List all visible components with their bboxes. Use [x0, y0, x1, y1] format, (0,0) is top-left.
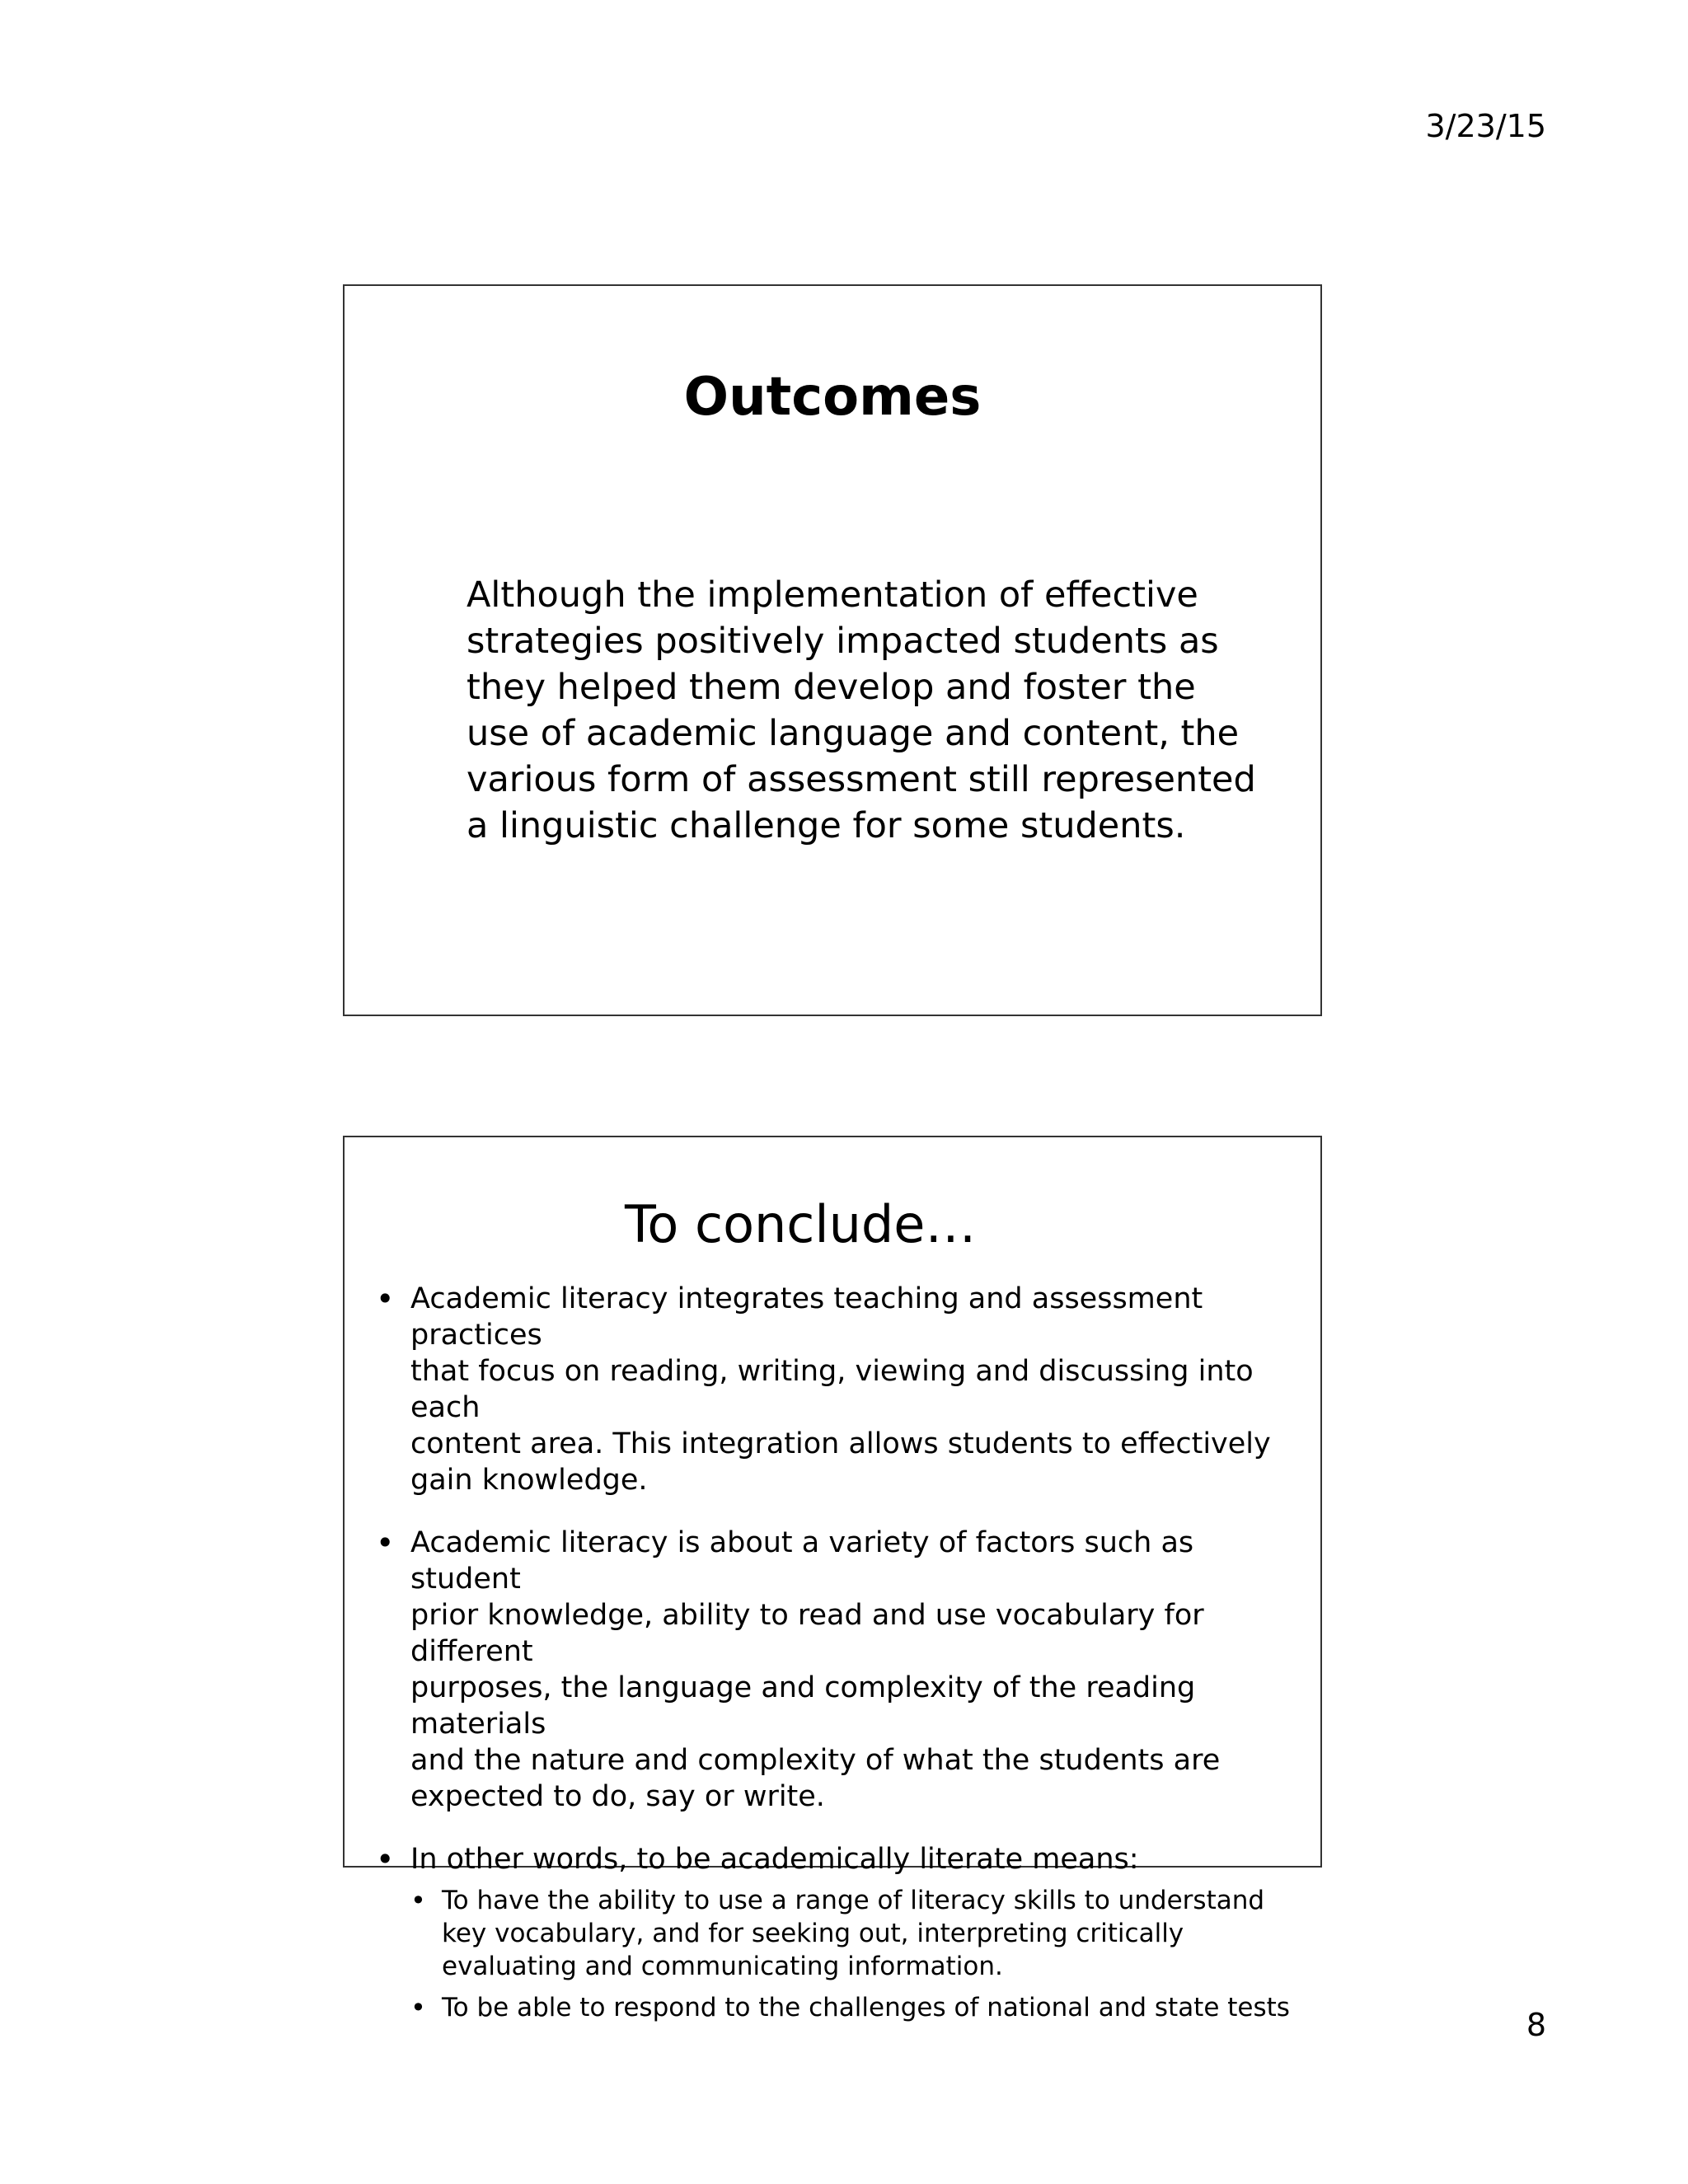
sub-bullet-line: To have the ability to use a range of literacy skills to understand	[442, 1886, 1265, 1915]
page-number: 8	[1526, 2007, 1546, 2043]
bullet-item	[376, 1841, 1307, 2024]
bullet-line: gain knowledge.	[410, 1464, 648, 1497]
body-line: use of academic language and content, the	[467, 713, 1240, 754]
slide-body-text	[467, 572, 1258, 849]
slide-conclusion	[343, 1136, 1322, 2022]
sub-bullet-line: To be able to respond to the challenges of national and state tests	[442, 1993, 1290, 2022]
body-line: Although the implementation of effective	[467, 574, 1198, 616]
bullet-line: Academic literacy is about a variety of factors such as student	[410, 1526, 1194, 1596]
sub-bullet-item	[410, 1884, 1307, 1983]
bullet-line: content area. This integration allows students to effectively	[410, 1427, 1271, 1460]
bullet-line: that focus on reading, writing, viewing and discussing into each	[410, 1355, 1254, 1424]
bullet-list	[376, 1281, 1307, 2032]
sub-bullet-item	[410, 1991, 1307, 2024]
slide-title: To conclude…	[625, 1194, 977, 1254]
bullet-line: purposes, the language and complexity of the reading materials	[410, 1671, 1196, 1741]
bullet-line: expected to do, say or write.	[410, 1780, 825, 1813]
body-line: they helped them develop and foster the	[467, 667, 1196, 708]
bullet-line: and the nature and complexity of what the students are	[410, 1744, 1221, 1777]
bullet-line: Academic literacy integrates teaching and assessment practices	[410, 1282, 1203, 1352]
bullet-item	[376, 1281, 1307, 1498]
slide-outcomes	[343, 284, 1322, 1016]
bullet-line: In other words, to be academically literate means:	[410, 1843, 1139, 1876]
slide-title: Outcomes	[683, 367, 982, 428]
sub-bullet-list	[410, 1884, 1307, 2024]
body-line: a linguistic challenge for some students.	[467, 805, 1186, 846]
bullet-item	[376, 1525, 1307, 1815]
page-date: 3/23/15	[1425, 108, 1546, 144]
bullet-line: prior knowledge, ability to read and use vocabulary for different	[410, 1599, 1204, 1668]
sub-bullet-line: evaluating and communicating information.	[442, 1952, 1003, 1981]
body-line: various form of assessment still represented	[467, 759, 1256, 800]
body-line: strategies positively impacted students as	[467, 621, 1219, 662]
sub-bullet-line: key vocabulary, and for seeking out, interpreting critically	[442, 1919, 1184, 1948]
